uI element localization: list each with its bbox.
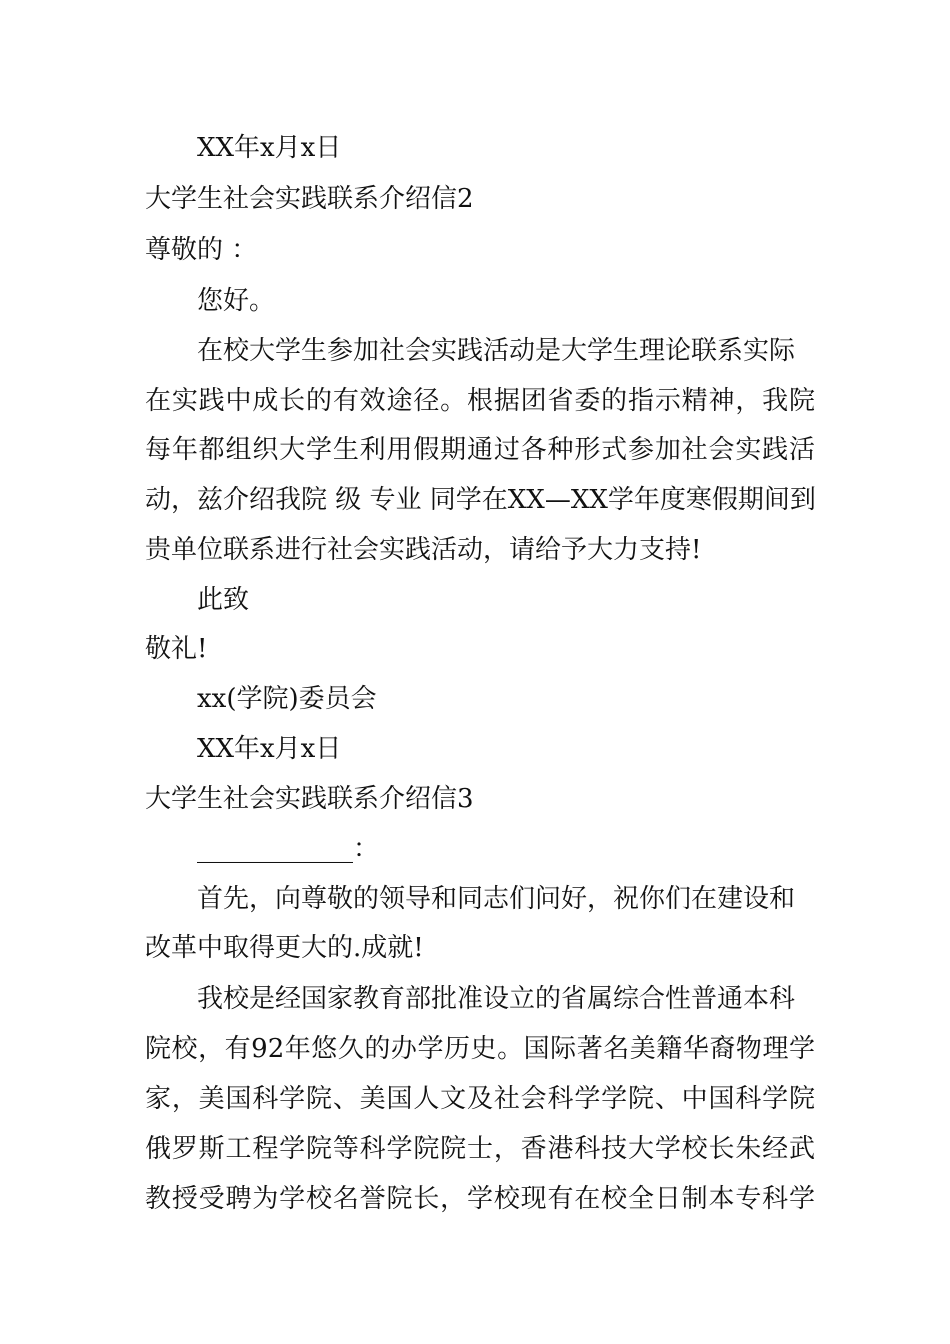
salutation: ____________：: [197, 834, 380, 864]
body-line: 院校，有92年悠久的办学历史。国际著名美籍华裔物理学: [145, 1034, 815, 1064]
letter-title: 大学生社会实践联系介绍信3: [145, 784, 474, 814]
body-line: 贵单位联系进行社会实践活动，请给予大力支持!: [145, 535, 702, 565]
body-line: 教授受聘为学校名誉院长，学校现有在校全日制本专科学: [145, 1184, 815, 1214]
body-line: 每年都组织大学生利用假期通过各种形式参加社会实践活: [145, 435, 815, 465]
closing: 此致: [197, 585, 250, 615]
letter-title: 大学生社会实践联系介绍信2: [145, 184, 474, 214]
body-line: 俄罗斯工程学院等科学院院士，香港科技大学校长朱经武: [145, 1134, 815, 1164]
body-line: 在实践中成长的有效途径。根据团省委的指示精神，我院: [145, 386, 815, 416]
salutation: 尊敬的 ：: [145, 235, 258, 265]
body-line: 我校是经国家教育部批准设立的省属综合性普通本科: [197, 984, 796, 1014]
date-line: XX年x月x日: [197, 133, 342, 163]
regards: 敬礼!: [145, 634, 208, 664]
body-line: 动，兹介绍我院 级 专业 同学在XX—XX学年度寒假期间到: [145, 485, 816, 515]
date-line: XX年x月x日: [197, 734, 342, 764]
signature: xx(学院)委员会: [197, 684, 377, 714]
greeting: 您好。: [197, 286, 276, 316]
body-line: 在校大学生参加社会实践活动是大学生理论联系实际: [197, 336, 796, 366]
body-line: 家，美国科学院、美国人文及社会科学学院、中国科学院: [145, 1084, 815, 1114]
body-line: 首先，向尊敬的领导和同志们问好，祝你们在建设和: [197, 884, 796, 914]
body-line: 改革中取得更大的.成就!: [145, 933, 424, 963]
